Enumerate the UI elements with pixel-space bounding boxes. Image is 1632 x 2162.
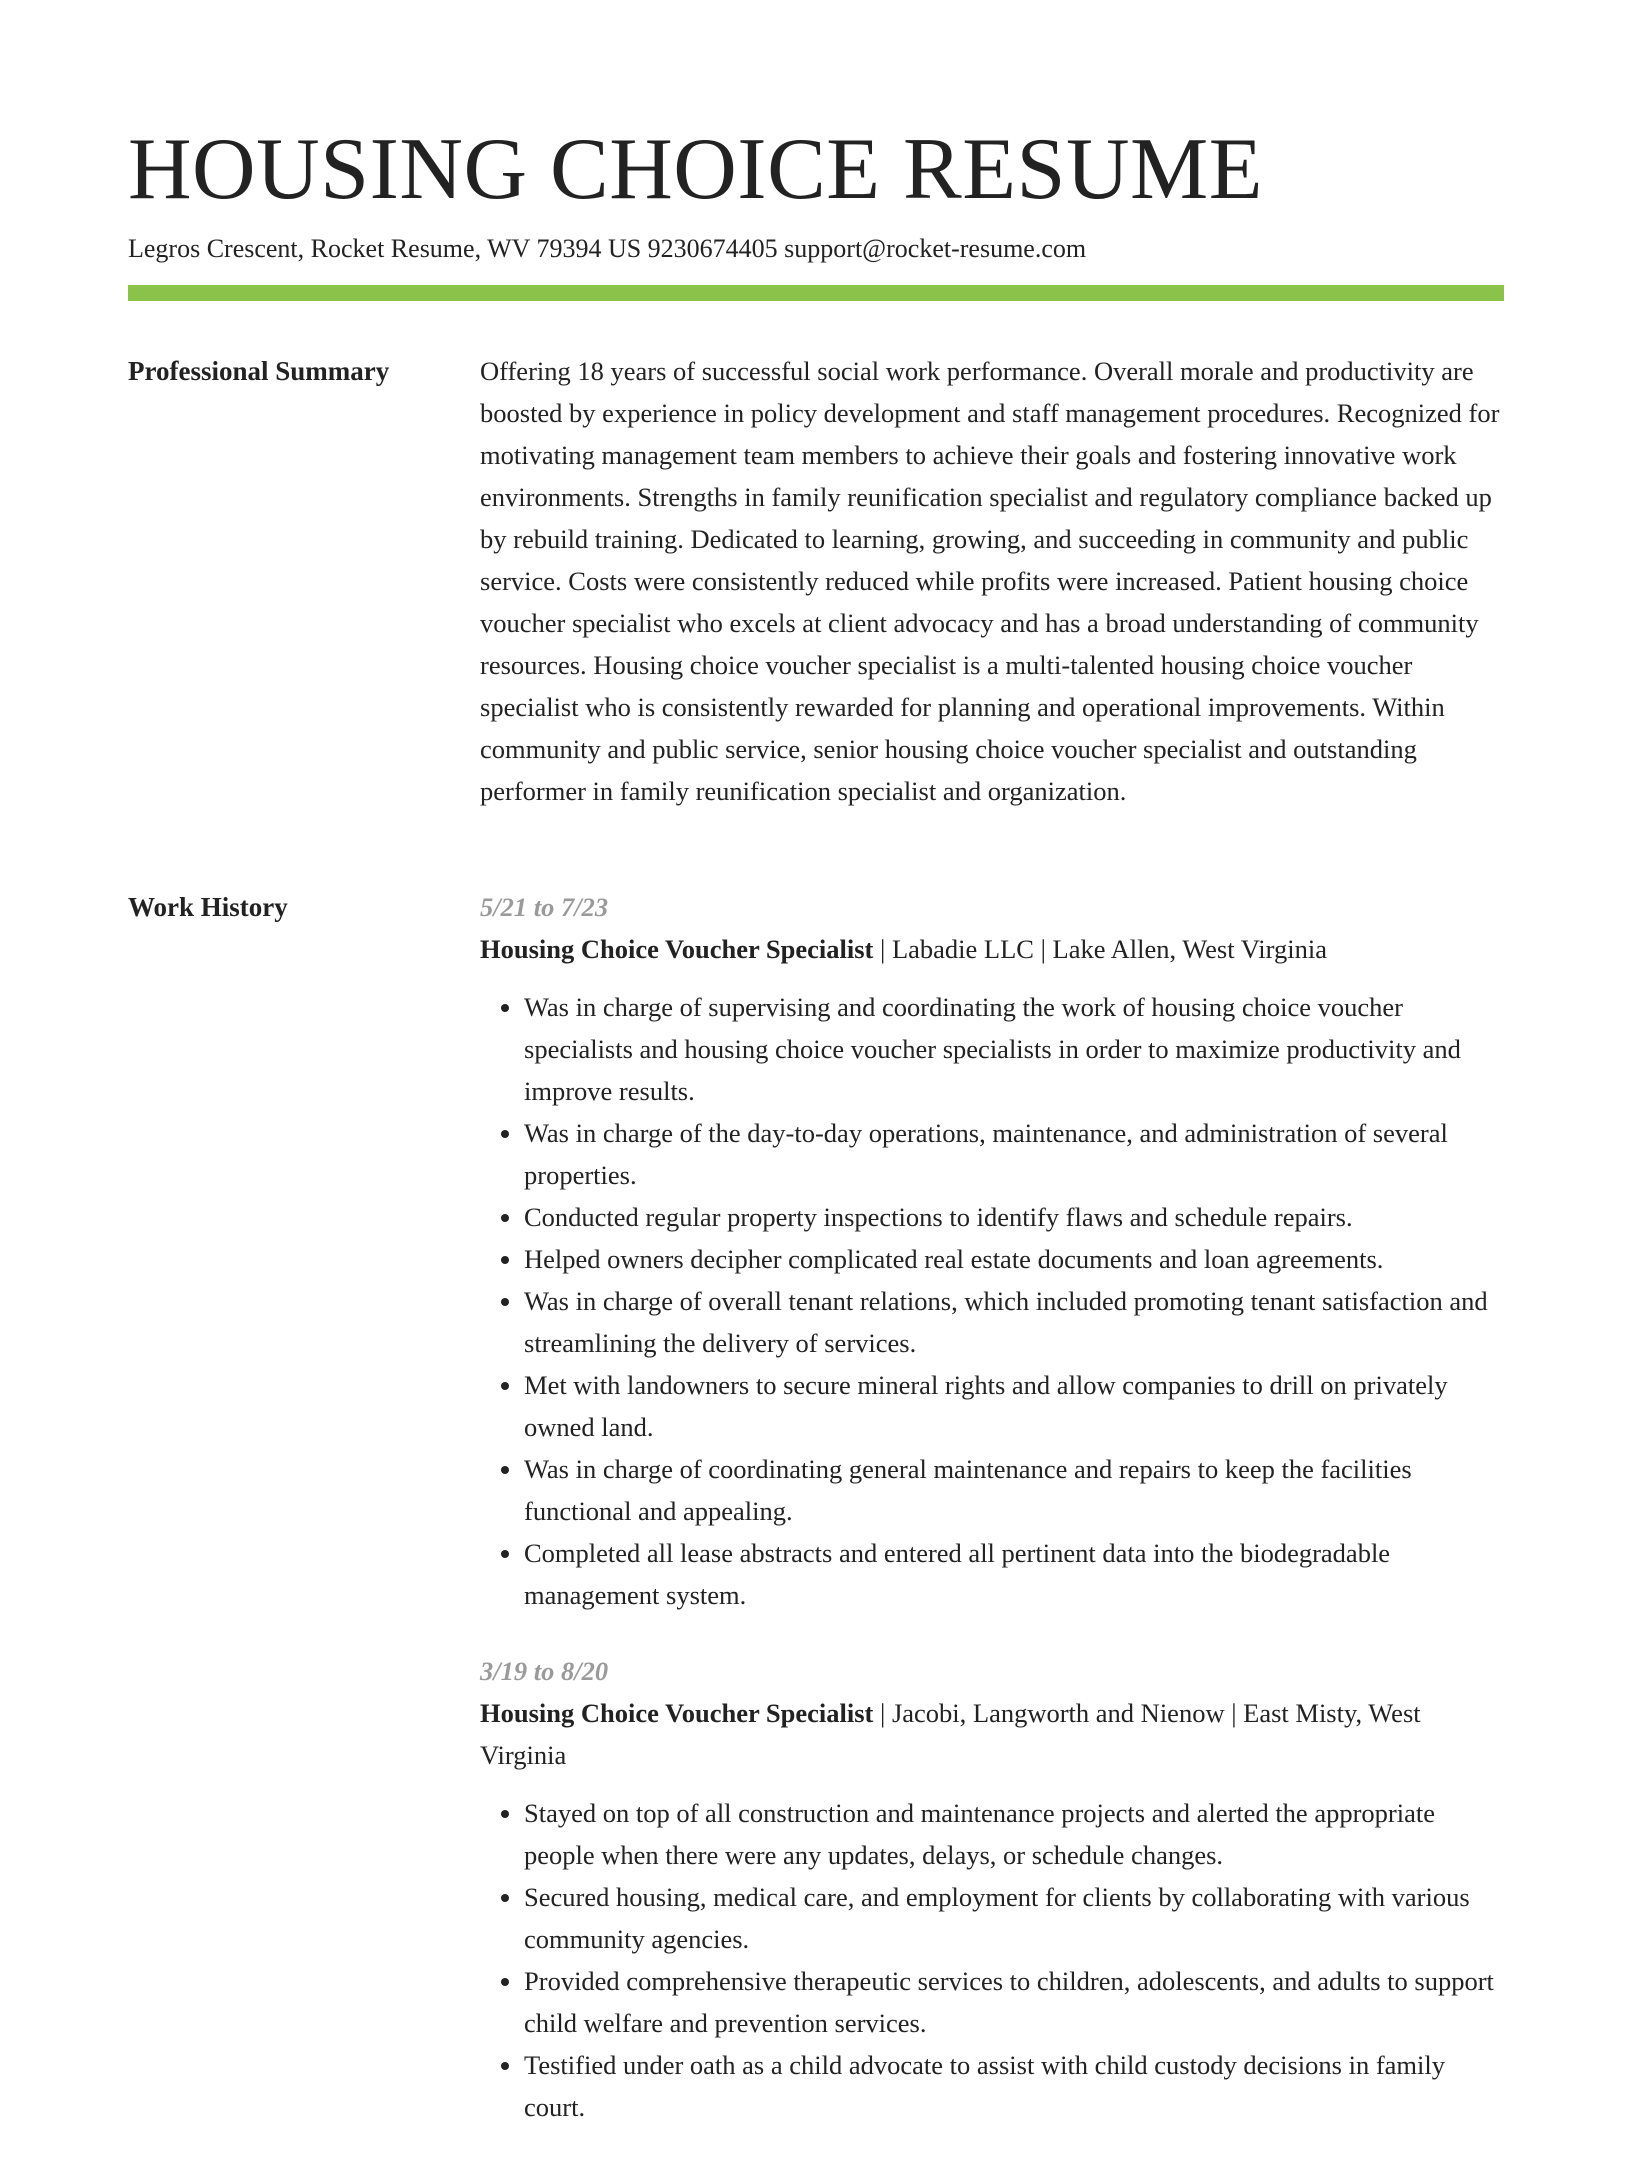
- job-bullets: [480, 986, 1505, 1616]
- resume-title: HOUSING CHOICE RESUME: [128, 121, 1263, 218]
- job-bullet: • Was in charge of supervising and coordinating the work of housing choice voucher specialists and housing choice voucher specialists in order to maximize productivity and improve results.: [524, 986, 1505, 1112]
- job-bullet: • Conducted regular property inspections to identify flaws and schedule repairs.: [524, 1196, 1505, 1238]
- work-history-content: [480, 886, 1505, 2162]
- job-bullet: • Completed all lease abstracts and entered all pertinent data into the biodegradable management system.: [524, 1532, 1505, 1616]
- header-divider: [128, 285, 1504, 301]
- job-employer-location: | Labadie LLC | Lake Allen, West Virginia: [873, 934, 1327, 964]
- job-entry: [480, 886, 1505, 1616]
- contact-line: Legros Crescent, Rocket Resume, WV 79394 US 9230674405 support@rocket-resume.com: [128, 234, 1087, 263]
- job-heading: [480, 1692, 1505, 1776]
- job-title: Housing Choice Voucher Specialist: [480, 934, 874, 964]
- job-bullet: • Testified under oath as a child advocate to assist with child custody decisions in family court.: [524, 2044, 1505, 2128]
- section-label-summary: Professional Summary: [128, 356, 390, 386]
- summary-text: Offering 18 years of successful social work performance. Overall morale and productivity are boosted by experience in policy development and staff management procedures. Recognized for motivating management team members to achieve their goals and fostering innovative work environments. Strengths in family reunification specialist and regulatory compliance backed up by rebuild training. Dedicated to learning, growing, and succeeding in community and public service. Costs were consistently reduced while profits were increased. Patient housing choice voucher specialist who excels at client advocacy and has a broad understanding of community resources. Housing choice voucher specialist is a multi-talented housing choice voucher specialist who is consistently rewarded for planning and operational improvements. Within community and public service, senior housing choice voucher specialist and outstanding performer in family reunification specialist and organization.: [480, 356, 1500, 806]
- job-bullet: • Secured housing, medical care, and employment for clients by collaborating with various community agencies.: [524, 1876, 1505, 1960]
- job-heading: [480, 928, 1505, 970]
- job-title: Housing Choice Voucher Specialist: [480, 1698, 874, 1728]
- job-bullets: [480, 1792, 1505, 2128]
- job-bullet: • Was in charge of overall tenant relations, which included promoting tenant satisfaction and streamlining the delivery of services.: [524, 1280, 1505, 1364]
- section-label-work-history: Work History: [128, 892, 288, 922]
- job-bullet: • Was in charge of coordinating general maintenance and repairs to keep the facilities functional and appealing.: [524, 1448, 1505, 1532]
- job-bullet: • Helped owners decipher complicated real estate documents and loan agreements.: [524, 1238, 1505, 1280]
- job-employer-location: | Jacobi, Langworth and Nienow | East Misty, West Virginia: [480, 1698, 1421, 1770]
- summary-content: [480, 350, 1505, 812]
- job-dates: 5/21 to 7/23: [480, 892, 609, 922]
- job-bullet: • Was in charge of the day-to-day operations, maintenance, and administration of several properties.: [524, 1112, 1505, 1196]
- job-entry: [480, 1650, 1505, 2128]
- job-dates: 3/19 to 8/20: [480, 1656, 609, 1686]
- job-bullet: • Met with landowners to secure mineral rights and allow companies to drill on privately owned land.: [524, 1364, 1505, 1448]
- job-bullet: • Provided comprehensive therapeutic services to children, adolescents, and adults to support child welfare and prevention services.: [524, 1960, 1505, 2044]
- job-bullet: • Stayed on top of all construction and maintenance projects and alerted the appropriate people when there were any updates, delays, or schedule changes.: [524, 1792, 1505, 1876]
